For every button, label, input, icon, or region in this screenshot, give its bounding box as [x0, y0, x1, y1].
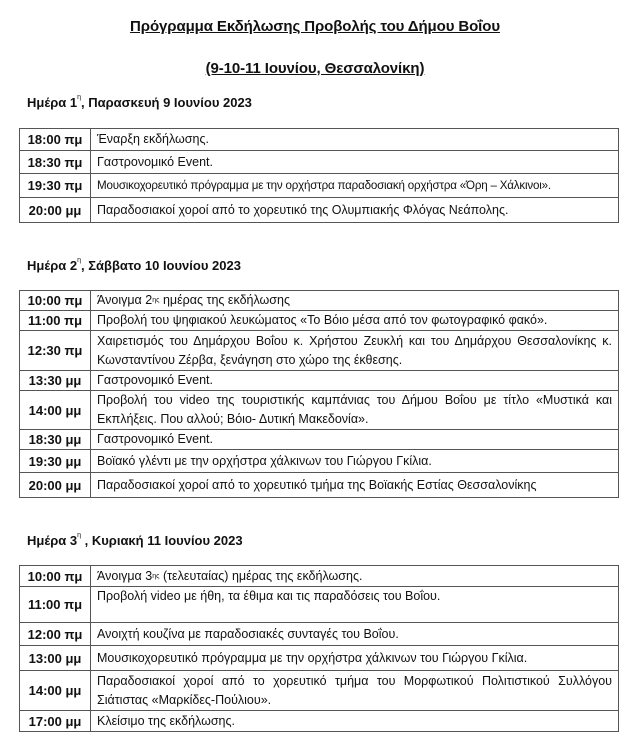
time-cell: 20:00 μμ [20, 473, 91, 498]
time-cell: 13:00 μμ [20, 646, 91, 671]
description-cell: Παραδοσιακοί χοροί από το χορευτικό της Ολυμπιακής Φλόγας Νεάπολης. [91, 198, 619, 223]
table-row [20, 174, 619, 198]
table-row [20, 371, 619, 391]
time-cell: 12:00 πμ [20, 623, 91, 646]
time-cell: 10:00 πμ [20, 291, 91, 311]
document-title: Πρόγραμμα Εκδήλωσης Προβολής του Δήμου Βοΐου [130, 18, 500, 35]
time-cell: 14:00 μμ [20, 391, 91, 430]
description-cell: Προβολή του ψηφιακού λευκώματος «Το Βόιο μέσα από τον φωτογραφικό φακό». [91, 311, 619, 331]
time-cell: 11:00 πμ [20, 311, 91, 331]
time-cell: 18:00 πμ [20, 129, 91, 151]
description-cell: Γαστρονομικό Event. [91, 151, 619, 174]
table-row [20, 311, 619, 331]
table-row [20, 450, 619, 473]
document-subtitle: (9-10-11 Ιουνίου, Θεσσαλονίκη) [205, 60, 425, 77]
day-3-heading: Ημέρα $3^\eta$ , Κυριακή 11 Ιουνίου 2023 [27, 532, 243, 548]
time-cell: 19:30 πμ [20, 174, 91, 198]
table-row [20, 671, 619, 711]
description-cell: Ανοιχτή κουζίνα με παραδοσιακές συνταγές του Βοΐου. [91, 623, 619, 646]
description-cell: Προβολή video με ήθη, τα έθιμα και τις παραδόσεις του Βοΐου. [91, 587, 619, 623]
description-cell: Μουσικοχορευτικό πρόγραμμα με την ορχήστρα χάλκινων του Γιώργου Γκίλια. [91, 646, 619, 671]
time-cell: 20:00 μμ [20, 198, 91, 223]
day-1-heading: Ημέρα $1^\eta$, Παρασκευή 9 Ιουνίου 2023 [27, 94, 252, 110]
description-cell: Γαστρονομικό Event. [91, 371, 619, 391]
day-2-schedule-table [19, 290, 619, 498]
table-row [20, 331, 619, 371]
description-cell: Μουσικοχορευτικό πρόγραμμα με την ορχήστρα παραδοσιακή ορχήστρα «Όρη – Χάλκινοι». [91, 174, 619, 198]
day-1-schedule-table [19, 128, 619, 223]
description-cell: Χαιρετισμός του Δημάρχου Βοΐου κ. Χρήστου Ζευκλή και του Δημάρχου Θεσσαλονίκης κ. Κωνσταντίνου Ζέρβα, ξενάγηση στο χώρο της έκθεσης. [91, 331, 619, 371]
time-cell: 13:30 μμ [20, 371, 91, 391]
description-cell: Παραδοσιακοί χοροί από το χορευτικό τμήμα της Βοϊακής Εστίας Θεσσαλονίκης [91, 473, 619, 498]
table-row [20, 646, 619, 671]
time-cell: 18:30 πμ [20, 151, 91, 174]
table-row [20, 473, 619, 498]
table-row [20, 711, 619, 732]
table-row [20, 291, 619, 311]
description-cell: Κλείσιμο της εκδήλωσης. [91, 711, 619, 732]
time-cell: 12:30 πμ [20, 331, 91, 371]
time-cell: 17:00 μμ [20, 711, 91, 732]
day-3-schedule-table [19, 565, 619, 732]
table-row [20, 151, 619, 174]
day-2-heading: Ημέρα $2^\eta$, Σάββατο 10 Ιουνίου 2023 [27, 257, 241, 273]
time-cell: 10:00 πμ [20, 566, 91, 587]
table-row [20, 391, 619, 430]
time-cell: 19:30 μμ [20, 450, 91, 473]
table-row [20, 566, 619, 587]
table-row [20, 587, 619, 623]
table-row [20, 430, 619, 450]
description-cell: Προβολή του video της τουριστικής καμπάνιας του Δήμου Βοΐου με τίτλο «Μυστικά και Εκπλήξεις. Που αλλού; Βόιο- Δυτική Μακεδονία». [91, 391, 619, 430]
description-cell: Έναρξη εκδήλωσης. [91, 129, 619, 151]
table-row [20, 623, 619, 646]
description-cell: Άνοιγμα $3^{\eta\varsigma}$ (τελευταίας) ημέρας της εκδήλωσης. [91, 566, 619, 587]
description-cell: Γαστρονομικό Event. [91, 430, 619, 450]
description-cell: Άνοιγμα $2^{\eta\varsigma}$ ημέρας της εκδήλωσης [91, 291, 619, 311]
table-row [20, 198, 619, 223]
time-cell: 11:00 πμ [20, 587, 91, 623]
description-cell: Βοϊακό γλέντι με την ορχήστρα χάλκινων του Γιώργου Γκίλια. [91, 450, 619, 473]
table-row [20, 129, 619, 151]
description-cell: Παραδοσιακοί χοροί από το χορευτικό τμήμα του Μορφωτικού Πολιτιστικού Συλλόγου Σιάτιστας «Μαρκίδες-Πούλιου». [91, 671, 619, 711]
time-cell: 18:30 μμ [20, 430, 91, 450]
time-cell: 14:00 μμ [20, 671, 91, 711]
